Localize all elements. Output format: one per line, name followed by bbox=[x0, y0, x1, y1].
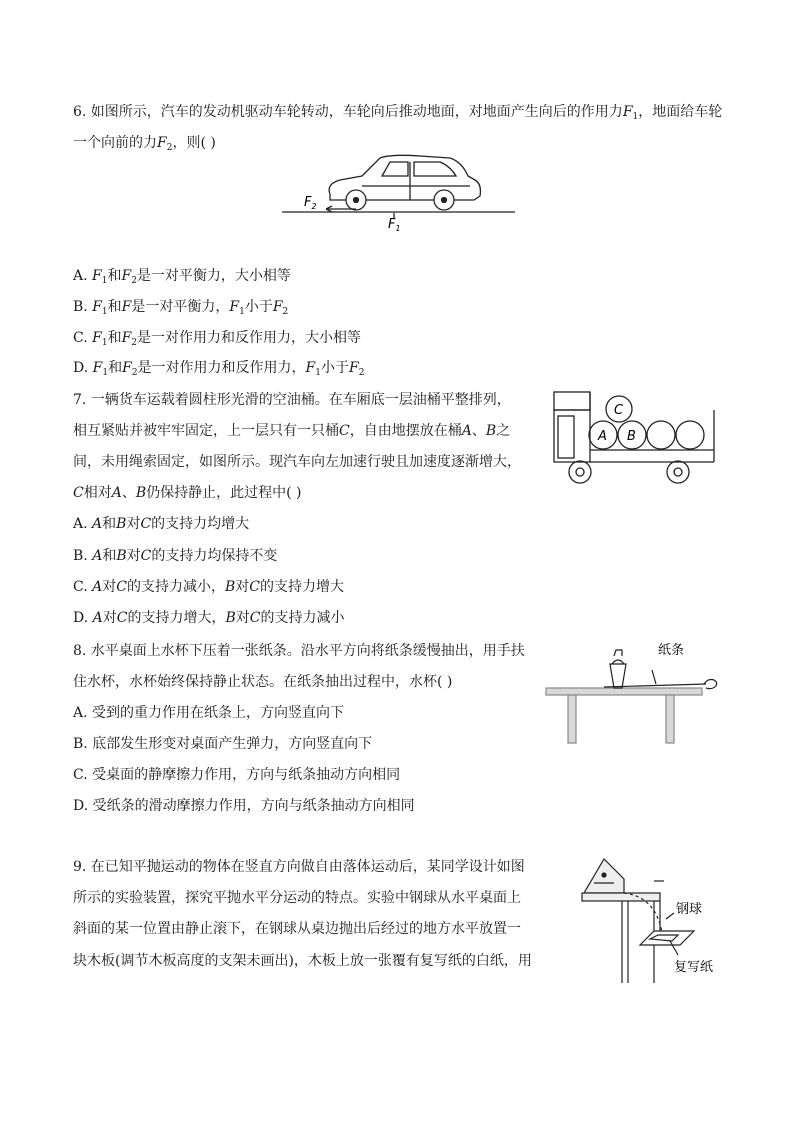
q6-option-b[interactable]: B. $F_1$和F是一对平衡力，$F_1$小于$F_2$ bbox=[73, 299, 289, 317]
q8-option-b[interactable]: B. 底部发生形变对桌面产生弹力，方向竖直向下 bbox=[73, 736, 373, 752]
q6-option-a[interactable]: A. $F_1$和$F_2$是一对平衡力，大小相等 bbox=[73, 268, 291, 286]
paper-strip bbox=[604, 684, 706, 687]
truck-wheel-rear bbox=[667, 461, 689, 483]
var-F: F bbox=[622, 104, 633, 120]
barrel-b-label: B bbox=[627, 429, 636, 444]
q6-stem-text: ，则( ) bbox=[172, 135, 216, 151]
q8-option-d[interactable]: D. 受纸条的滑动摩擦力作用，方向与纸条抽动方向相同 bbox=[73, 798, 415, 814]
q7-stem-line3: 间，未用绳索固定，如图所示。现汽车向左加速行驶且加速度逐渐增大， bbox=[73, 454, 521, 470]
q9-stem-line1: 9. 在已知平抛运动的物体在竖直方向做自由落体运动后，某同学设计如图 bbox=[73, 859, 525, 875]
var-sub: 1 bbox=[632, 112, 639, 122]
q6-car-figure bbox=[270, 150, 520, 235]
q6-option-c[interactable]: C. $F_1$和$F_2$是一对作用力和反作用力，大小相等 bbox=[73, 330, 362, 348]
steel-ball-label: 钢球 bbox=[676, 902, 703, 917]
q7-stem-line2: 相互紧贴并被牢牢固定，上一层只有一只桶C，自由地摆放在桶A、B之 bbox=[73, 423, 511, 439]
barrel-a-label: A bbox=[598, 429, 607, 444]
paper-strip-label: 纸条 bbox=[658, 643, 685, 658]
truck-wheel-front bbox=[569, 461, 591, 483]
q9-stem-line2: 所示的实验装置，探究平抛水平分运动的特点。实验中钢球从水平桌面上 bbox=[73, 890, 521, 906]
q6-stem-text: 6. 如图所示，汽车的发动机驱动车轮转动，车轮向后推动地面，对地面产生向后的作用力 bbox=[73, 104, 623, 120]
var-F: F bbox=[157, 135, 167, 151]
q6-stem-text: 一个向前的力 bbox=[73, 135, 157, 151]
F2-label: $F_2$ bbox=[304, 195, 317, 211]
table-leg-right bbox=[666, 695, 674, 743]
truck-cab bbox=[554, 410, 590, 462]
q7-stem-line4: C相对A、B仍保持静止，此过程中( ) bbox=[73, 485, 302, 501]
q6-stem-line1 bbox=[73, 102, 722, 127]
table-leg-left bbox=[568, 695, 576, 743]
q8-table-figure bbox=[544, 636, 724, 746]
barrel-c-label: C bbox=[614, 403, 624, 418]
q7-option-c[interactable]: C. A对C的支持力减小，B对C的支持力增大 bbox=[73, 579, 344, 595]
table-top bbox=[546, 688, 702, 695]
q7-truck-figure bbox=[552, 390, 722, 495]
q8-stem-line1: 8. 水平桌面上水杯下压着一张纸条。沿水平方向将纸条缓慢抽出，用手扶 bbox=[73, 643, 525, 659]
q6-stem-text: ，地面给车轮 bbox=[638, 104, 723, 120]
q7-option-b[interactable]: B. A和B对C的支持力均保持不变 bbox=[73, 548, 278, 564]
desk-top bbox=[582, 893, 660, 901]
wood-board bbox=[640, 931, 694, 945]
q6-stem-line2 bbox=[73, 133, 216, 158]
q8-option-c[interactable]: C. 受桌面的静摩擦力作用，方向与纸条抽动方向相同 bbox=[73, 767, 401, 783]
water-cup bbox=[610, 664, 626, 688]
q8-option-a[interactable]: A. 受到的重力作用在纸条上，方向竖直向下 bbox=[73, 705, 345, 721]
F1-label: $F_1$ bbox=[388, 217, 401, 233]
carbon-paper-label: 复写纸 bbox=[674, 960, 714, 975]
q9-stem-line3: 斜面的某一位置由静止滚下，在钢球从桌边抛出后经过的地方水平放置一 bbox=[73, 921, 521, 937]
q9-stem-line4: 块木板(调节木板高度的支架未画出)，木板上放一张覆有复写纸的白纸，用 bbox=[73, 953, 532, 969]
q9-apparatus-figure bbox=[574, 853, 724, 993]
q6-option-d[interactable]: D. $F_1$和$F_2$是一对作用力和反作用力，$F_1$小于$F_2$ bbox=[73, 360, 365, 378]
q8-stem-line2: 住水杯，水杯始终保持静止状态。在纸条抽出过程中，水杯( ) bbox=[73, 674, 453, 690]
var-sub: 2 bbox=[166, 143, 173, 153]
q7-stem-line1: 7. 一辆货车运载着圆柱形光滑的空油桶。在车厢底一层油桶平整排列， bbox=[73, 392, 511, 408]
q7-option-a[interactable]: A. A和B对C的支持力均增大 bbox=[73, 516, 250, 532]
q7-option-d[interactable]: D. A对C的支持力增大，B对C的支持力减小 bbox=[73, 610, 345, 626]
